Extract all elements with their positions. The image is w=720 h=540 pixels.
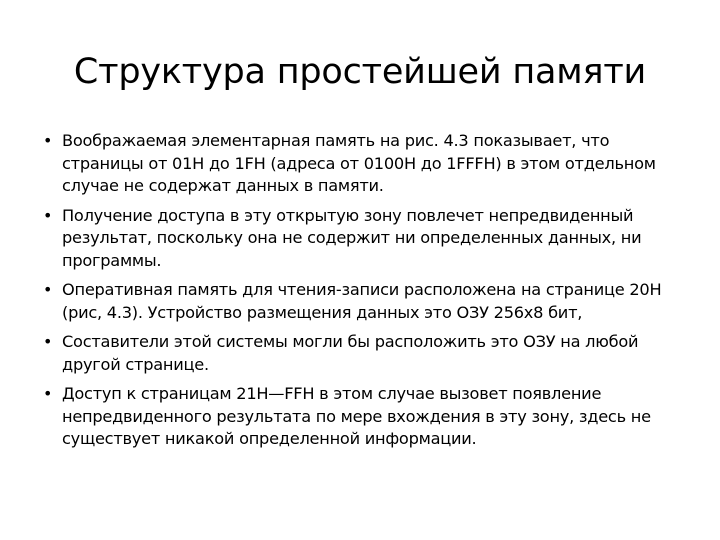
bullet-text: Получение доступа в эту открытую зону повлечет непредвиденный результат, поскольку она не содержит ни определенных данных, ни программы. (62, 205, 642, 270)
bullet-marker: • (43, 332, 53, 351)
bullet-text: Доступ к страницам 21H—FFH в этом случае вызовет появление непредвиденного результата по мере вхождения в эту зону, здесь не существует никакой определенной информации. (62, 384, 651, 448)
bullet-marker: • (43, 205, 53, 225)
bullet-text: Воображаемая элементарная память на рис. 4.3 показывает, что страницы от 01H до 1FH (адреса от 0100H до 1FFFH) в этом отдельном случае не содержат данных в памяти. (62, 131, 656, 195)
bullet-item-4 (40, 331, 680, 376)
bullet-item-3 (40, 279, 680, 324)
bullet-text: Составители этой системы могли бы расположить это ОЗУ на любой другой странице. (62, 332, 639, 374)
bullet-item-1 (40, 130, 680, 198)
bullet-list (40, 130, 680, 458)
bullet-item-5 (40, 383, 680, 451)
bullet-text: Оперативная память для чтения-записи расположена на странице 20H (рис, 4.3). Устройство размещения данных это ОЗУ 256x8 бит, (62, 280, 662, 322)
bullet-item-2 (40, 205, 680, 273)
bullet-marker: • (43, 280, 53, 299)
slide-title: Структура простейшей памяти (73, 52, 647, 92)
bullet-marker: • (43, 131, 53, 150)
bullet-marker: • (43, 384, 53, 403)
